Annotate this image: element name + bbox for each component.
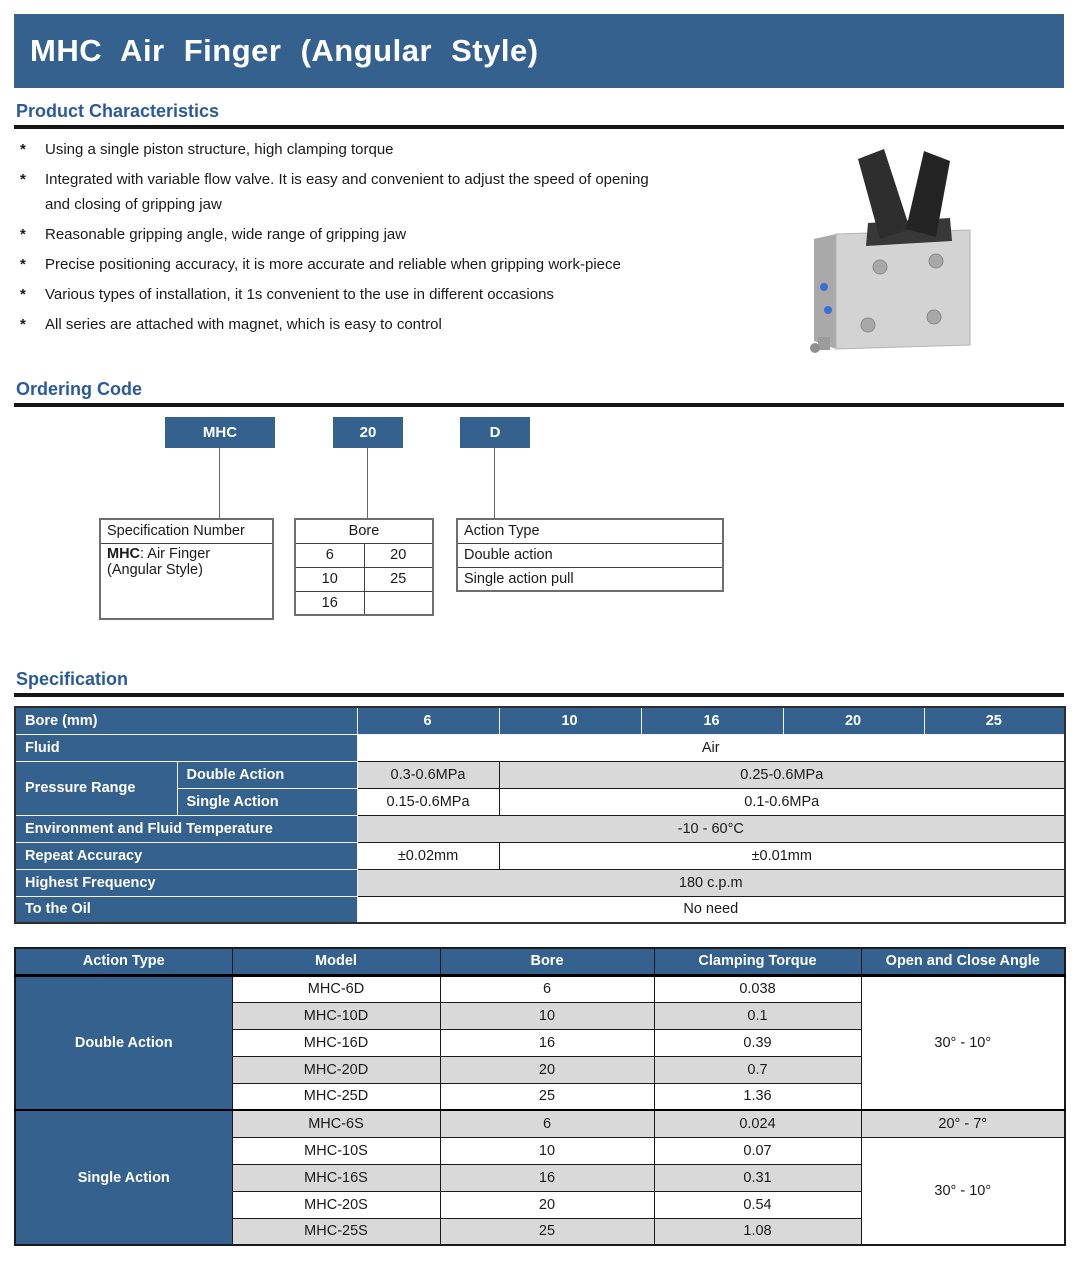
connector-line xyxy=(367,448,368,518)
bore-value: 25 xyxy=(924,707,1065,734)
model-cell: MHC-10D xyxy=(232,1002,440,1029)
angle-cell: 30° - 10° xyxy=(861,1137,1065,1245)
section-specification xyxy=(14,669,1064,924)
model-cell: MHC-6S xyxy=(232,1110,440,1137)
spec-label-environment: Environment and Fluid Temperature xyxy=(15,815,357,842)
characteristic-text: All series are attached with magnet, which is easy to control xyxy=(45,316,442,333)
table-row xyxy=(15,761,1065,788)
repeat-accuracy-bore6: ±0.02mm xyxy=(357,842,499,869)
characteristics-list xyxy=(14,137,774,379)
table-row xyxy=(15,896,1065,923)
connector-line xyxy=(494,448,495,518)
bullet-marker: * xyxy=(20,171,26,188)
models-table xyxy=(14,947,1066,1246)
bullet-marker: * xyxy=(20,256,26,273)
section-heading-specification: Specification xyxy=(16,669,129,689)
highest-frequency-value: 180 c.p.m xyxy=(357,869,1065,896)
characteristic-text: Various types of installation, it 1s convenient to the use in different occasions xyxy=(45,286,554,303)
model-cell: MHC-25D xyxy=(232,1083,440,1110)
spec-label-fluid: Fluid xyxy=(15,734,357,761)
characteristic-text: Integrated with variable flow valve. It is easy and convenient to adjust the speed of opening and closing of gripping jaw xyxy=(45,171,649,213)
torque-cell: 1.08 xyxy=(654,1218,861,1245)
torque-cell: 0.7 xyxy=(654,1056,861,1083)
model-cell: MHC-16D xyxy=(232,1029,440,1056)
torque-cell: 0.39 xyxy=(654,1029,861,1056)
series-desc: : Air Finger xyxy=(140,545,211,562)
repeat-accuracy-others: ±0.01mm xyxy=(499,842,1065,869)
torque-cell: 0.31 xyxy=(654,1164,861,1191)
characteristic-item xyxy=(20,312,774,337)
torque-cell: 0.038 xyxy=(654,975,861,1002)
angle-cell: 30° - 10° xyxy=(861,975,1065,1110)
specification-table xyxy=(14,706,1066,924)
spec-label-bore: Bore (mm) xyxy=(15,707,357,734)
bore-cell: 25 xyxy=(440,1218,654,1245)
action-type-option: Single action pull xyxy=(457,567,723,591)
spec-label-single-action: Single Action xyxy=(177,788,357,815)
air-fitting-nut xyxy=(810,343,820,353)
col-header-model: Model xyxy=(232,948,440,975)
torque-cell: 0.1 xyxy=(654,1002,861,1029)
section-heading-ordering-code: Ordering Code xyxy=(16,379,143,399)
angle-cell: 20° - 7° xyxy=(861,1110,1065,1137)
series-code: MHC xyxy=(107,545,141,562)
pressure-single-others: 0.1-0.6MPa xyxy=(499,788,1065,815)
screw-hole xyxy=(927,310,941,324)
spec-label-double-action: Double Action xyxy=(177,761,357,788)
bore-header: Bore xyxy=(295,519,433,543)
bore-cell: 20 xyxy=(440,1191,654,1218)
screw-hole xyxy=(861,318,875,332)
model-cell: MHC-20S xyxy=(232,1191,440,1218)
spec-number-table xyxy=(99,518,274,620)
col-header-open-close-angle: Open and Close Angle xyxy=(861,948,1065,975)
model-cell: MHC-25S xyxy=(232,1218,440,1245)
gripper-side-plate xyxy=(814,234,836,349)
code-box-bore: 20 xyxy=(333,417,403,448)
col-header-clamping-torque: Clamping Torque xyxy=(654,948,861,975)
bore-cell: 6 xyxy=(440,975,654,1002)
air-gripper-illustration xyxy=(784,137,1014,357)
model-cell: MHC-16S xyxy=(232,1164,440,1191)
screw-hole xyxy=(929,254,943,268)
torque-cell: 0.024 xyxy=(654,1110,861,1137)
bullet-marker: * xyxy=(20,286,26,303)
torque-cell: 0.54 xyxy=(654,1191,861,1218)
col-header-action-type: Action Type xyxy=(15,948,232,975)
heading-rule xyxy=(14,403,1064,407)
characteristic-item xyxy=(20,167,774,217)
bore-value: 16 xyxy=(641,707,783,734)
bore-value: 20 xyxy=(783,707,924,734)
bullet-marker: * xyxy=(20,316,26,333)
to-the-oil-value: No need xyxy=(357,896,1065,923)
model-cell: MHC-10S xyxy=(232,1137,440,1164)
col-header-bore: Bore xyxy=(440,948,654,975)
table-row xyxy=(15,707,1065,734)
bore-option: 6 xyxy=(295,543,364,567)
spec-label-to-the-oil: To the Oil xyxy=(15,896,357,923)
product-image xyxy=(784,137,1014,357)
heading-rule xyxy=(14,693,1064,697)
bore-value: 6 xyxy=(357,707,499,734)
sensor-dot xyxy=(820,283,828,291)
action-group-double: Double Action xyxy=(15,975,232,1110)
section-ordering-code xyxy=(14,379,1064,645)
characteristic-text: Precise positioning accuracy, it is more accurate and reliable when gripping work-piece xyxy=(45,256,621,273)
code-box-series: MHC xyxy=(165,417,275,448)
environment-value: -10 - 60°C xyxy=(357,815,1065,842)
pressure-double-bore6: 0.3-0.6MPa xyxy=(357,761,499,788)
bore-option xyxy=(364,591,433,615)
table-row xyxy=(15,975,1065,1002)
action-type-option: Double action xyxy=(457,543,723,567)
series-desc-line2: (Angular Style) xyxy=(107,561,203,578)
bore-option: 10 xyxy=(295,567,364,591)
screw-hole xyxy=(873,260,887,274)
table-row xyxy=(15,842,1065,869)
fluid-value: Air xyxy=(357,734,1065,761)
action-type-table xyxy=(456,518,724,592)
bore-cell: 10 xyxy=(440,1002,654,1029)
bullet-marker: * xyxy=(20,141,26,158)
page-title: MHC Air Finger (Angular Style) xyxy=(30,33,539,68)
bore-value: 10 xyxy=(499,707,641,734)
spec-label-pressure-range: Pressure Range xyxy=(15,761,177,815)
action-group-single: Single Action xyxy=(15,1110,232,1245)
characteristic-item xyxy=(20,282,774,307)
spec-label-highest-frequency: Highest Frequency xyxy=(15,869,357,896)
bore-cell: 6 xyxy=(440,1110,654,1137)
table-row xyxy=(15,869,1065,896)
gripper-finger-left xyxy=(858,149,910,239)
bore-cell: 10 xyxy=(440,1137,654,1164)
bore-cell: 16 xyxy=(440,1164,654,1191)
torque-cell: 0.07 xyxy=(654,1137,861,1164)
characteristic-item xyxy=(20,137,774,162)
bullet-marker: * xyxy=(20,226,26,243)
table-header-row xyxy=(15,948,1065,975)
torque-cell: 1.36 xyxy=(654,1083,861,1110)
pressure-double-others: 0.25-0.6MPa xyxy=(499,761,1065,788)
table-row xyxy=(15,1110,1065,1137)
model-cell: MHC-6D xyxy=(232,975,440,1002)
bore-cell: 20 xyxy=(440,1056,654,1083)
characteristic-text: Using a single piston structure, high clamping torque xyxy=(45,141,394,158)
page-title-banner xyxy=(14,14,1064,88)
spec-number-desc xyxy=(100,543,273,619)
section-heading-product-characteristics: Product Characteristics xyxy=(16,101,220,121)
sensor-dot xyxy=(824,306,832,314)
bore-cell: 16 xyxy=(440,1029,654,1056)
spec-number-header: Specification Number xyxy=(100,519,273,543)
table-row xyxy=(15,734,1065,761)
ordering-code-diagram xyxy=(14,417,1064,645)
code-box-action: D xyxy=(460,417,530,448)
characteristic-item xyxy=(20,252,774,277)
pressure-single-bore6: 0.15-0.6MPa xyxy=(357,788,499,815)
characteristics-body xyxy=(14,129,1064,379)
bore-option: 25 xyxy=(364,567,433,591)
bore-options-table xyxy=(294,518,434,616)
connector-line xyxy=(219,448,220,518)
bore-option: 16 xyxy=(295,591,364,615)
section-models xyxy=(14,947,1064,1246)
table-row xyxy=(15,815,1065,842)
characteristic-text: Reasonable gripping angle, wide range of gripping jaw xyxy=(45,226,407,243)
section-product-characteristics xyxy=(14,101,1064,379)
model-cell: MHC-20D xyxy=(232,1056,440,1083)
bore-option: 20 xyxy=(364,543,433,567)
spec-label-repeat-accuracy: Repeat Accuracy xyxy=(15,842,357,869)
gripper-body xyxy=(836,230,970,349)
action-type-header: Action Type xyxy=(457,519,723,543)
characteristic-item xyxy=(20,222,774,247)
bore-cell: 25 xyxy=(440,1083,654,1110)
